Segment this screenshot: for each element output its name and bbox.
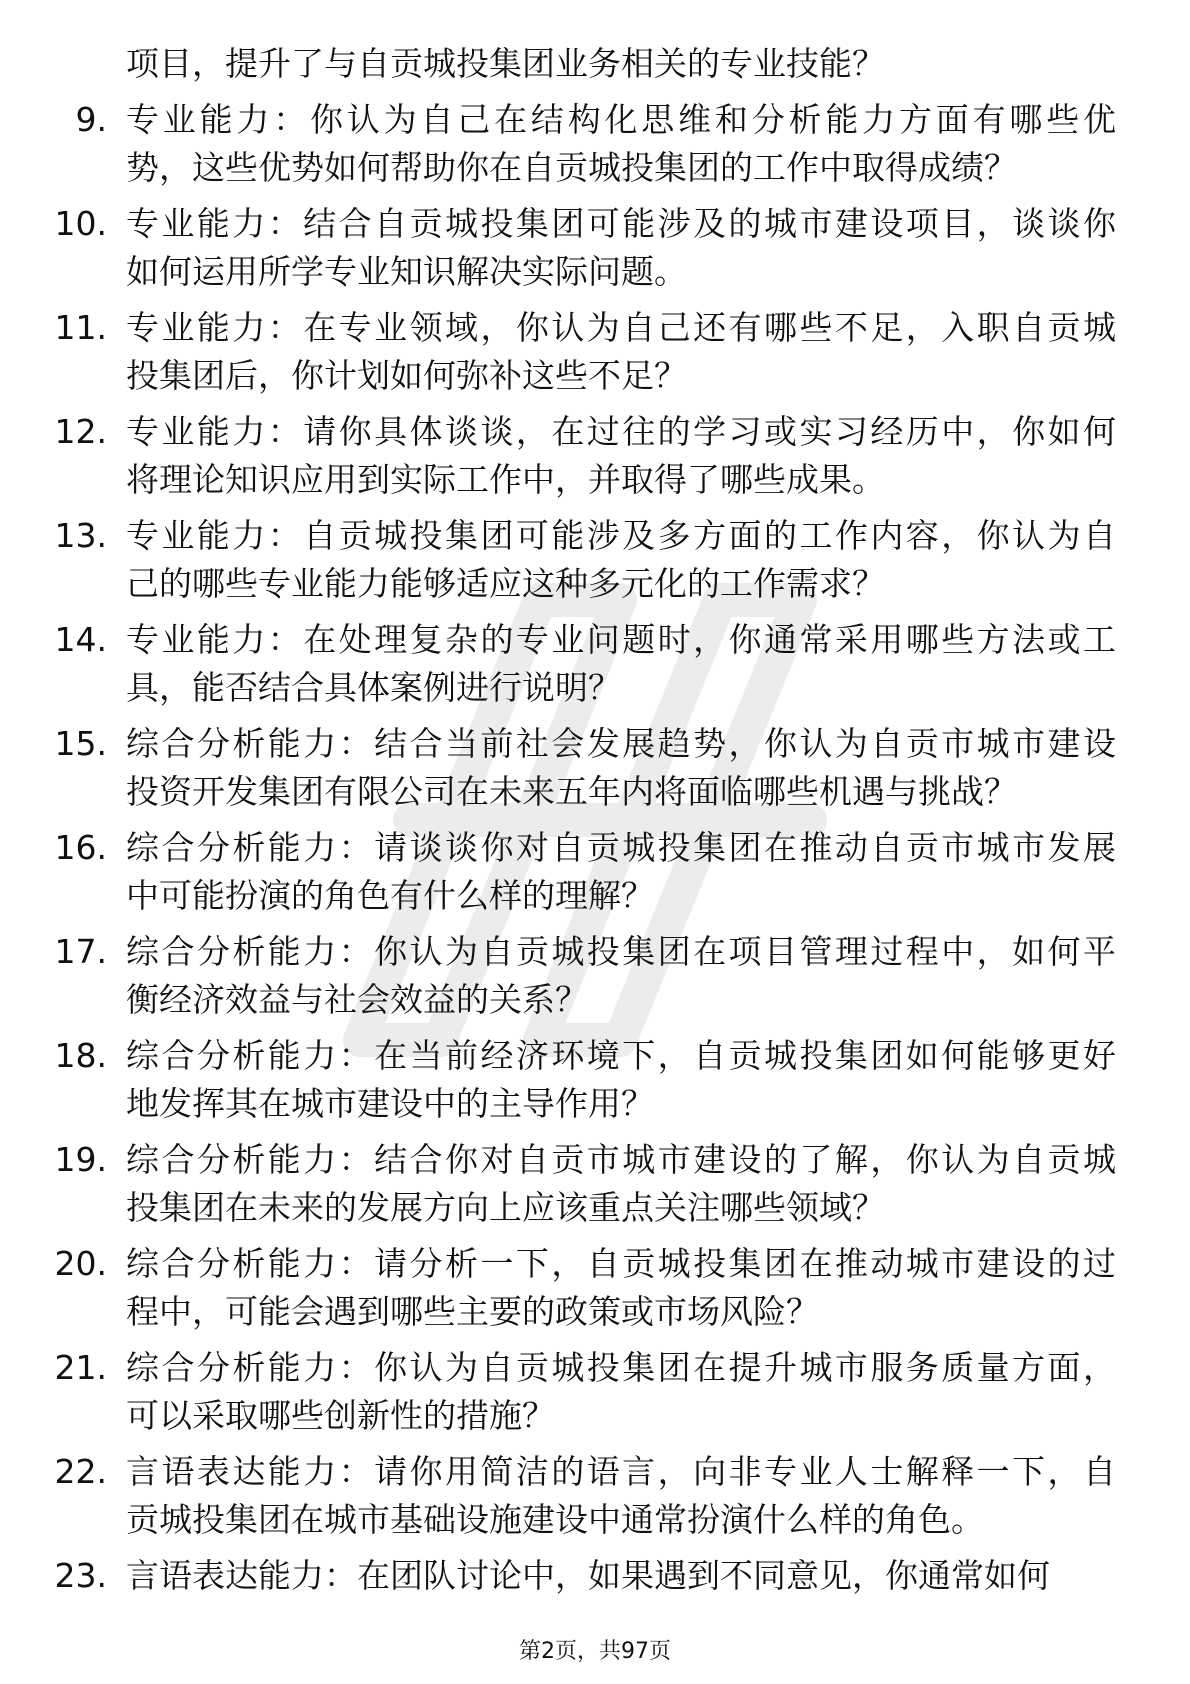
- question-item: [0, 512, 1190, 608]
- question-item: [0, 720, 1190, 816]
- question-text-line: 综合分析能力：结合你对自贡市城市建设的了解，你认为自贡城: [126, 1140, 1116, 1179]
- question-number: 16.: [54, 828, 107, 867]
- question-number: 18.: [54, 1036, 107, 1075]
- page-footer: 第2页，共97页: [519, 1639, 671, 1664]
- question-number: 15.: [54, 724, 107, 763]
- question-item: [0, 616, 1190, 712]
- question-number: 21.: [54, 1348, 107, 1387]
- question-text-line: 地发挥其在城市建设中的主导作用？: [126, 1084, 654, 1123]
- question-text-line: 综合分析能力：结合当前社会发展趋势，你认为自贡市城市建设: [126, 724, 1116, 763]
- question-item: [0, 200, 1190, 296]
- question-number: 12.: [54, 412, 107, 451]
- question-text-line: 专业能力：在处理复杂的专业问题时，你通常采用哪些方法或工: [126, 620, 1116, 659]
- continuation-line: 项目，提升了与自贡城投集团业务相关的专业技能？: [126, 44, 885, 83]
- question-text-line: 贡城投集团在城市基础设施建设中通常扮演什么样的角色。: [126, 1500, 984, 1539]
- question-text-line: 综合分析能力：请谈谈你对自贡城投集团在推动自贡市城市发展: [126, 828, 1116, 867]
- question-text-line: 专业能力：结合自贡城投集团可能涉及的城市建设项目，谈谈你: [126, 204, 1116, 243]
- question-text-line: 综合分析能力：你认为自贡城投集团在提升城市服务质量方面，: [126, 1348, 1116, 1387]
- question-number: 13.: [54, 516, 107, 555]
- question-item: [0, 1240, 1190, 1336]
- question-number: 14.: [54, 620, 107, 659]
- question-item: [0, 824, 1190, 920]
- question-number: 17.: [54, 932, 107, 971]
- question-text-line: 可以采取哪些创新性的措施？: [126, 1396, 555, 1435]
- question-item: [0, 1032, 1190, 1128]
- question-item: [0, 928, 1190, 1024]
- question-text-line: 专业能力：请你具体谈谈，在过往的学习或实习经历中，你如何: [126, 412, 1116, 451]
- question-text-line: 己的哪些专业能力能够适应这种多元化的工作需求？: [126, 564, 885, 603]
- question-text-line: 中可能扮演的角色有什么样的理解？: [126, 876, 654, 915]
- question-number: 10.: [54, 204, 107, 243]
- question-item: [0, 304, 1190, 400]
- question-text-line: 投集团在未来的发展方向上应该重点关注哪些领域？: [126, 1188, 885, 1227]
- question-number: 22.: [54, 1452, 107, 1491]
- question-number: 19.: [54, 1140, 107, 1179]
- question-text-line: 言语表达能力：请你用简洁的语言，向非专业人士解释一下，自: [126, 1452, 1116, 1491]
- question-text-line: 势，这些优势如何帮助你在自贡城投集团的工作中取得成绩？: [126, 148, 1017, 187]
- question-text-line: 言语表达能力：在团队讨论中，如果遇到不同意见，你通常如何: [126, 1556, 1050, 1595]
- question-item: [0, 1552, 1190, 1600]
- question-text-line: 投集团后，你计划如何弥补这些不足？: [126, 356, 687, 395]
- question-number: 9.: [75, 100, 107, 139]
- question-item: [0, 1136, 1190, 1232]
- question-text-line: 具，能否结合具体案例进行说明？: [126, 668, 621, 707]
- question-item: [0, 1344, 1190, 1440]
- question-number: 23.: [54, 1556, 107, 1595]
- question-text-line: 专业能力：你认为自己在结构化思维和分析能力方面有哪些优: [126, 100, 1116, 139]
- question-text-line: 如何运用所学专业知识解决实际问题。: [126, 252, 687, 291]
- question-text-line: 综合分析能力：在当前经济环境下，自贡城投集团如何能够更好: [126, 1036, 1116, 1075]
- question-text-line: 专业能力：自贡城投集团可能涉及多方面的工作内容，你认为自: [126, 516, 1116, 555]
- question-number: 11.: [54, 308, 107, 347]
- question-text-line: 投资开发集团有限公司在未来五年内将面临哪些机遇与挑战？: [126, 772, 1017, 811]
- question-item: [0, 96, 1190, 192]
- question-text-line: 程中，可能会遇到哪些主要的政策或市场风险？: [126, 1292, 819, 1331]
- question-text-line: 衡经济效益与社会效益的关系？: [126, 980, 588, 1019]
- question-item: [0, 1448, 1190, 1544]
- question-text-line: 综合分析能力：请分析一下，自贡城投集团在推动城市建设的过: [126, 1244, 1116, 1283]
- question-item: [0, 408, 1190, 504]
- document-body: [0, 40, 1190, 1600]
- question-text-line: 综合分析能力：你认为自贡城投集团在项目管理过程中，如何平: [126, 932, 1116, 971]
- question-text-line: 专业能力：在专业领域，你认为自己还有哪些不足，入职自贡城: [126, 308, 1116, 347]
- question-text-line: 将理论知识应用到实际工作中，并取得了哪些成果。: [126, 460, 885, 499]
- question-list: [0, 96, 1190, 1600]
- question-number: 20.: [54, 1244, 107, 1283]
